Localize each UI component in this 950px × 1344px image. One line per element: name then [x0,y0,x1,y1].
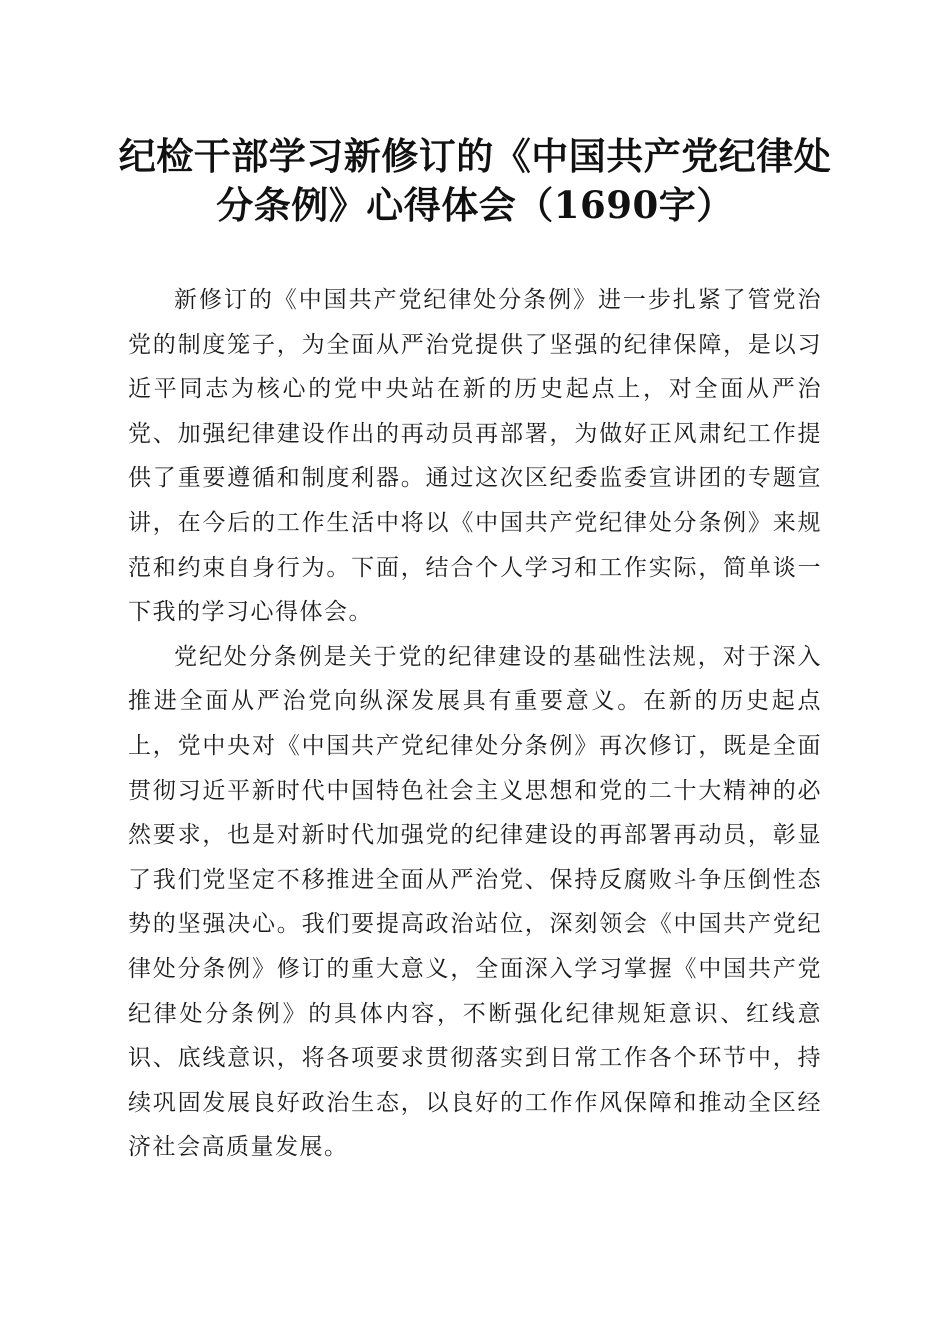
document-body [128,278,822,1170]
document-title: 纪检干部学习新修订的《中国共产党纪律处分条例》心得体会（1690字） [118,134,832,227]
paragraph: 新修订的《中国共产党纪律处分条例》进一步扎紧了管党治党的制度笼子，为全面从严治党提供了坚强的纪律保障，是以习近平同志为核心的党中央站在新的历史起点上，对全面从严治党、加强纪律建设作出的再动员再部署，为做好正风肃纪工作提供了重要遵循和制度利器。通过这次区纪委监委宣讲团的专题宣讲，在今后的工作生活中将以《中国共产党纪律处分条例》来规范和约束自身行为。下面，结合个人学习和工作实际，简单谈一下我的学习心得体会。 [128,287,822,626]
paragraph: 党纪处分条例是关于党的纪律建设的基础性法规，对于深入推进全面从严治党向纵深发展具有重要意义。在新的历史起点上，党中央对《中国共产党纪律处分条例》再次修订，既是全面贯彻习近平新时代中国特色社会主义思想和党的二十大精神的必然要求，也是对新时代加强党的纪律建设的再部署再动员，彰显了我们党坚定不移推进全面从严治党、保持反腐败斗争压倒性态势的坚强决心。我们要提高政治站位，深刻领会《中国共产党纪律处分条例》修订的重大意义，全面深入学习掌握《中国共产党纪律处分条例》的具体内容，不断强化纪律规矩意识、红线意识、底线意识，将各项要求贯彻落实到日常工作各个环节中，持续巩固发展良好政治生态，以良好的工作作风保障和推动全区经济社会高质量发展。 [128,643,822,1161]
